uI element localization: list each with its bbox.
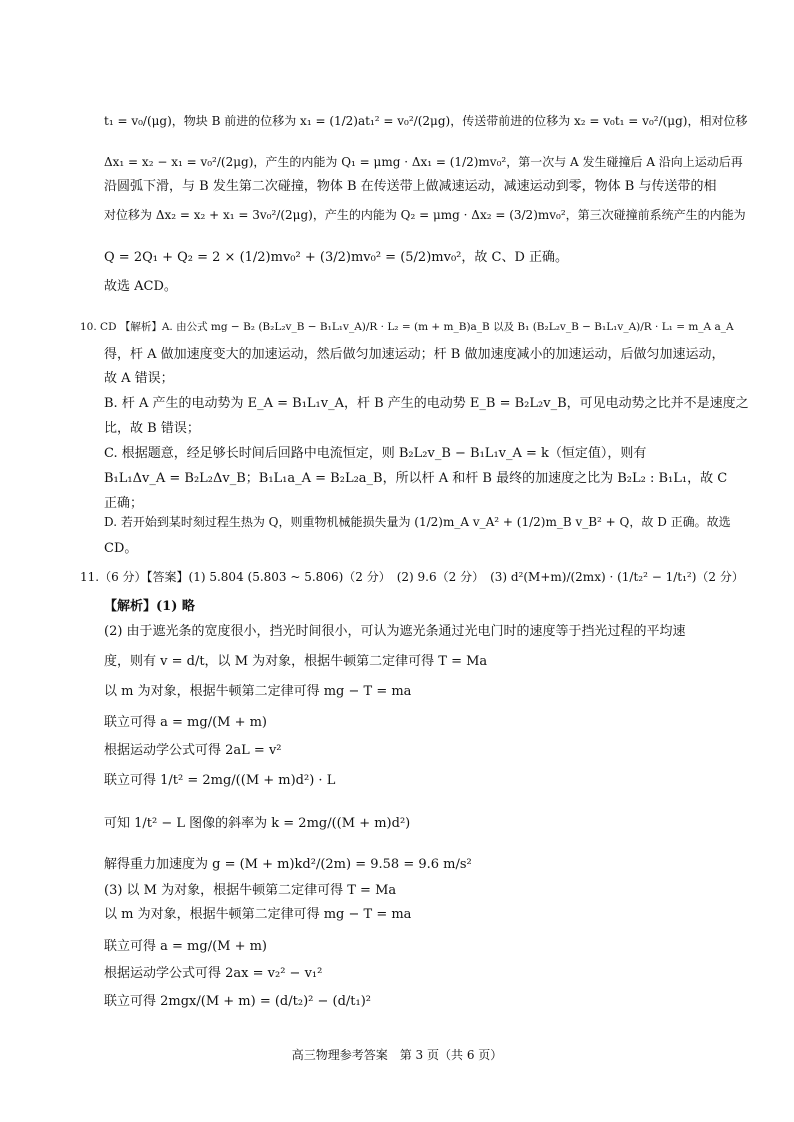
text-line: 联立可得 2mgx/(M + m) = (d/t₂)² − (d/t₁)² xyxy=(104,994,372,1009)
text-line: 故选 ACD。 xyxy=(104,279,177,294)
text-line: B. 杆 A 产生的电动势为 E_A = B₁L₁v_A，杆 B 产生的电动势 E_B = B₂L₂v_B，可见电动势之比并不是速度之 xyxy=(104,396,749,411)
text-line: 比，故 B 错误； xyxy=(104,421,200,436)
text-line: t₁ = v₀/(μg)，物块 B 前进的位移为 x₁ = (1/2)at₁² = v₀²/(2μg)，传送带前进的位移为 x₂ = v₀t₁ = v₀²/(μg)，相对位移 xyxy=(104,114,748,128)
text-line: 联立可得 1/t² = 2mg/((M + m)d²) · L xyxy=(104,773,336,788)
text-line: 正确； xyxy=(104,496,144,511)
text-line: 根据运动学公式可得 2ax = v₂² − v₁² xyxy=(104,966,323,981)
question-11-line: 11.（6 分）【答案】(1) 5.804 (5.803 ~ 5.806)（2 分） (2) 9.6（2 分） (3) d²(M+m)/(2mx) · (1/t₂² − 1/t₁²)（2 分） xyxy=(80,570,744,584)
text-line: 对位移为 Δx₂ = x₂ + x₁ = 3v₀²/(2μg)，产生的内能为 Q₂ = μmg · Δx₂ = (3/2)mv₀²，第三次碰撞前系统产生的内能为 xyxy=(104,208,746,222)
text-line: B₁L₁Δv_A = B₂L₂Δv_B；B₁L₁a_A = B₂L₂a_B，所以杆 A 和杆 B 最终的加速度之比为 B₂L₂ : B₁L₁，故 C xyxy=(104,471,728,486)
text-line: 以 m 为对象，根据牛顿第二定律可得 mg − T = ma xyxy=(104,684,412,699)
text-line: 联立可得 a = mg/(M + m) xyxy=(104,939,268,954)
text-line: 得，杆 A 做加速度变大的加速运动，然后做匀加速运动；杆 B 做加速度减小的加速运动，后做匀加速运动， xyxy=(104,347,725,362)
text-line: D. 若开始到某时刻过程生热为 Q，则重物机械能损失量为 (1/2)m_A v_A² + (1/2)m_B v_B² + Q，故 D 正确。故选 xyxy=(104,515,731,529)
text-line: 联立可得 a = mg/(M + m) xyxy=(104,715,268,730)
question-10-line: 10. CD 【解析】A. 由公式 mg − B₂ (B₂L₂v_B − B₁L₁v_A)/R · L₂ = (m + m_B)a_B 以及 B₁ (B₂L₂v_B − B₁L₁v_A)/R · L₁ = m_A a_A xyxy=(80,321,734,333)
text-line: 沿圆弧下滑，与 B 发生第二次碰撞，物体 B 在传送带上做减速运动，减速运动到零，物体 B 与传送带的相 xyxy=(104,179,717,194)
text-line: 根据运动学公式可得 2aL = v² xyxy=(104,743,282,758)
text-line: C. 根据题意，经足够长时间后回路中电流恒定，则 B₂L₂v_B − B₁L₁v_A = k（恒定值），则有 xyxy=(104,446,647,461)
analysis-heading: 【解析】(1) 略 xyxy=(104,599,195,614)
text-line: 以 m 为对象，根据牛顿第二定律可得 mg − T = ma xyxy=(104,907,412,922)
text-line: (3) 以 M 为对象，根据牛顿第二定律可得 T = Ma xyxy=(104,883,397,898)
text-line: 度，则有 v = d/t，以 M 为对象，根据牛顿第二定律可得 T = Ma xyxy=(104,654,488,669)
text-line: 解得重力加速度为 g = (M + m)kd²/(2m) = 9.58 = 9.6 m/s² xyxy=(104,857,472,872)
text-line: Q = 2Q₁ + Q₂ = 2 × (1/2)mv₀² + (3/2)mv₀² = (5/2)mv₀²，故 C、D 正确。 xyxy=(104,250,568,265)
text-line: (2) 由于遮光条的宽度很小，挡光时间很小，可认为遮光条通过光电门时的速度等于挡光过程的平均速 xyxy=(104,624,686,639)
text-line: 可知 1/t² − L 图像的斜率为 k = 2mg/((M + m)d²) xyxy=(104,816,411,831)
page-footer: 高三物理参考答案 第 3 页（共 6 页） xyxy=(291,1048,503,1062)
text-line: Δx₁ = x₂ − x₁ = v₀²/(2μg)，产生的内能为 Q₁ = μmg · Δx₁ = (1/2)mv₀²，第一次与 A 发生碰撞后 A 沿向上运动后再 xyxy=(104,155,743,169)
text-line: CD。 xyxy=(104,541,138,556)
text-line: 故 A 错误； xyxy=(104,371,174,386)
